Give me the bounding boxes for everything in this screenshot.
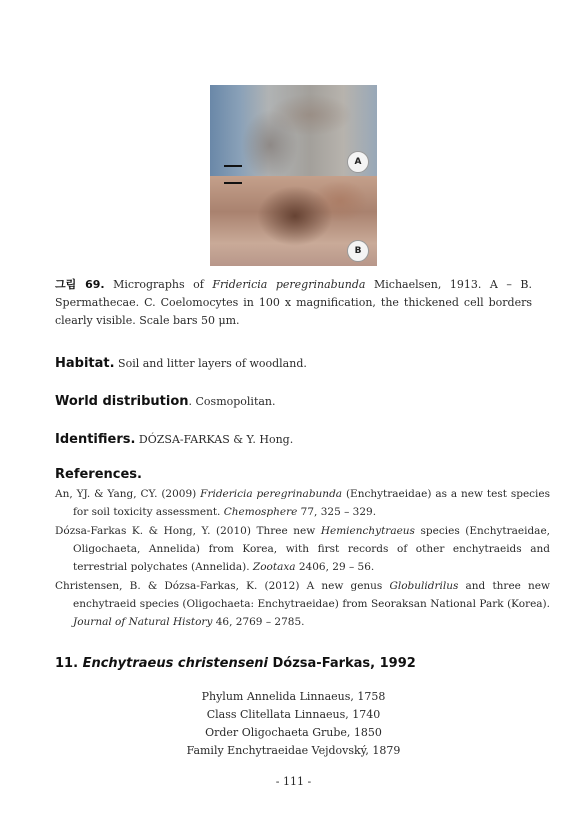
- figure-caption: [55, 276, 532, 330]
- distribution-label: World distribution: [55, 394, 189, 409]
- taxonomy-phylum: Phylum Annelida Linnaeus, 1758: [201, 690, 386, 703]
- reference-item: An, YJ. & Yang, CY. (2009) Fridericia peregrinabunda (Enchytraeidae) as a new test species for soil toxicity assessment. Chemosphere 77, 325 – 329.: [55, 488, 550, 518]
- caption-prefix: 그림 69.: [55, 278, 105, 291]
- distribution-text: . Cosmopolitan.: [188, 395, 276, 408]
- page-number: - 111 -: [275, 775, 312, 788]
- taxonomy-family: Family Enchytraeidae Vejdovský, 1879: [186, 744, 401, 757]
- habitat-text: Soil and litter layers of woodland.: [114, 357, 307, 370]
- distribution-section: [55, 393, 532, 411]
- micrograph-panel-a: [210, 85, 377, 176]
- species-number: 11.: [55, 656, 83, 671]
- reference-item: Dózsa-Farkas K. & Hong, Y. (2010) Three new Hemienchytraeus species (Enchytraeidae, Oligochaeta, Annelida) from Korea, with first records of other enchytraeids and terrestrial polychates (Annelida). Zootaxa 2406, 29 – 56.: [55, 525, 550, 573]
- habitat-label: Habitat.: [55, 356, 115, 371]
- reference-item: Christensen, B. & Dózsa-Farkas, K. (2012) A new genus Globulidrilus and three new enchytraeid species (Oligochaeta: Enchytraeidae) from Seoraksan National Park (Korea). Journal of Natural History 46, 2769 – 2785.: [55, 580, 550, 628]
- micrograph-figure: [210, 85, 377, 266]
- species-heading: [55, 655, 532, 673]
- caption-text: Micrographs of: [104, 278, 213, 291]
- scale-bar: [224, 165, 242, 167]
- identifiers-label: Identifiers.: [55, 432, 136, 447]
- references-heading: References.: [55, 467, 142, 482]
- taxonomy-order: Order Oligochaeta Grube, 1850: [205, 726, 382, 739]
- taxonomy-class: Class Clitellata Linnaeus, 1740: [206, 708, 381, 721]
- species-author: Dózsa-Farkas, 1992: [267, 656, 416, 671]
- panel-label-a: A: [347, 151, 369, 173]
- habitat-section: [55, 355, 532, 373]
- scale-bar: [224, 182, 242, 184]
- panel-label-b: B: [347, 240, 369, 262]
- micrograph-panel-b: [210, 176, 377, 266]
- caption-species: Fridericia peregrinabunda: [212, 278, 366, 291]
- identifiers-section: [55, 431, 532, 449]
- species-name: Enchytraeus christenseni: [82, 656, 268, 671]
- caption-text-rest: Michaelsen, 1913. A – B. Spermathecae. C. Coelomocytes in 100 x magnification, the thickened cell borders clearly visible. Scale bars 50 μm.: [55, 278, 532, 327]
- identifiers-text: DÓZSA-FARKAS & Y. Hong.: [135, 433, 294, 446]
